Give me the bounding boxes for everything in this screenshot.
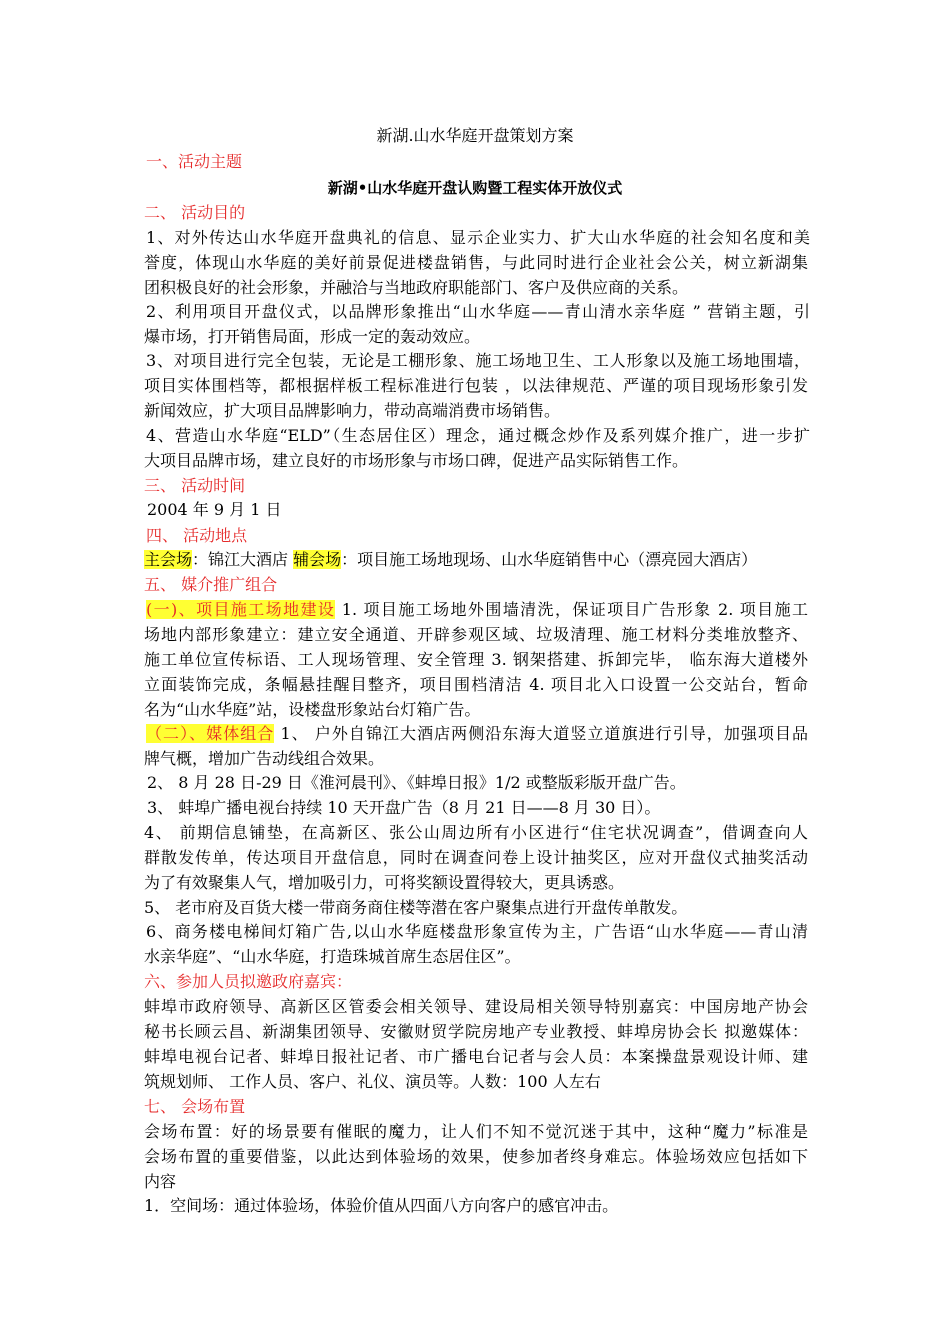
- media-sub1-line: 场地内部形象建立：建立安全通道、开辟参观区域、垃圾清理、施工材料分类堆放整齐、: [144, 625, 808, 644]
- document-title: 新湖.山水华庭开盘策划方案: [376, 126, 574, 145]
- media-item-3: 3、 蚌埠广播电视台持续 10 天开盘广告（8 月 21 日——8 月 30 日）。: [147, 798, 661, 817]
- media-item-5: 5、 老市府及百货大楼一带商务商住楼等潜在客户聚集点进行开盘传单散发。: [144, 898, 688, 917]
- guests-line: 秘书长顾云昌、新湖集团领导、安徽财贸学院房地产专业教授、蚌埠房协会长 拟邀媒体：: [144, 1022, 808, 1041]
- media-sub2-first-line: [146, 724, 808, 744]
- guests-line: 筑规划师、 工作人员、客户、礼仪、演员等。人数：100 人左右: [144, 1072, 601, 1091]
- section-2-heading: 二、 活动目的: [144, 203, 246, 222]
- media-sub2-line: 牌气概，增加广告动线组合效果。: [144, 749, 385, 768]
- event-theme: 新湖•山水华庭开盘认购暨工程实体开放仪式: [327, 179, 623, 197]
- purpose-3-line: 3、对项目进行完全包装，无论是工棚形象、施工场地卫生、工人形象以及施工场地围墙，: [146, 351, 810, 370]
- purpose-1-line: 誉度，体现山水华庭的美好前景促进楼盘销售，与此同时进行企业社会公关，树立新湖集: [144, 253, 808, 272]
- purpose-1-line: 团积极良好的社会形象，并融洽与当地政府职能部门、客户及供应商的关系。: [144, 278, 689, 297]
- media-sub2-label: （二）、媒体组合: [146, 724, 275, 743]
- layout-text-line: 会场布置：好的场景要有催眠的魔力，让人们不知不觉沉迷于其中，这种“魔力”标准是: [144, 1122, 808, 1141]
- section-7-heading: 七、 会场布置: [144, 1097, 246, 1116]
- section-6-heading: 六、参加人员拟邀政府嘉宾：: [144, 972, 353, 991]
- media-sub2-text: 1、 户外自锦江大酒店两侧沿东海大道竖立道旗进行引导，加强项目品: [274, 724, 808, 743]
- media-item-4-line: 群散发传单，传达项目开盘信息，同时在调查问卷上设计抽奖区，应对开盘仪式抽奖活动: [144, 848, 808, 867]
- venue-main-label: 主会场: [144, 550, 193, 569]
- section-3-heading: 三、 活动时间: [144, 476, 246, 495]
- media-sub1-line: 名为“山水华庭”站，设楼盘形象站台灯箱广告。: [144, 700, 481, 719]
- purpose-2-line: 爆市场，打开销售局面，形成一定的轰动效应。: [144, 327, 481, 346]
- purpose-3-line: 项目实体围档等，都根据样板工程标准进行包装 ，以法律规范、严谨的项目现场形象引发: [144, 376, 808, 395]
- purpose-4-line: 4、营造山水华庭“ELD”（生态居住区）理念，通过概念炒作及系列媒介推广，进一步扩: [146, 426, 810, 445]
- venue-sub-text: ：项目施工场地现场、山水华庭销售中心（漂亮园大酒店）: [341, 550, 758, 569]
- purpose-3-line: 新闻效应，扩大项目品牌影响力，带动高端消费市场销售。: [144, 401, 561, 420]
- media-sub1-first-line: [146, 600, 808, 620]
- guests-line: 蚌埠电视台记者、蚌埠日报社记者、市广播电台记者与会人员：本案操盘景观设计师、建: [144, 1047, 808, 1066]
- media-sub1-line: 立面装饰完成，条幅悬挂醒目整齐，项目围档清洁 4. 项目北入口设置一公交站台，暂命: [144, 675, 808, 694]
- media-item-4-line: 4、 前期信息铺垫，在高新区、张公山周边所有小区进行“住宅状况调查”，借调查向人: [144, 823, 808, 842]
- media-sub1-text: 1. 项目施工场地外围墙清洗，保证项目广告形象 2. 项目施工: [335, 600, 808, 619]
- media-item-6-line: 6、商务楼电梯间灯箱广告,以山水华庭楼盘形象宣传为主，广告语“山水华庭——青山清: [146, 922, 808, 941]
- layout-item-1: 1．空间场：通过体验场，体验价值从四面八方向客户的感官冲击。: [144, 1196, 619, 1215]
- section-5-heading: 五、 媒介推广组合: [144, 575, 278, 594]
- guests-line: 蚌埠市政府领导、高新区区管委会相关领导、建设局相关领导特别嘉宾：中国房地产协会: [144, 997, 808, 1016]
- media-item-2: 2、 8 月 28 日-29 日《淮河晨刊》、《蚌埠日报》1/2 或整版彩版开盘广告。: [147, 773, 686, 792]
- purpose-4-line: 大项目品牌市场，建立良好的市场形象与市场口碑，促进产品实际销售工作。: [144, 451, 689, 470]
- event-date: 2004 年 9 月 1 日: [147, 500, 282, 519]
- media-sub1-label: (一)、项目施工场地建设: [146, 600, 336, 619]
- purpose-2-line: 2、利用项目开盘仪式，以品牌形象推出“山水华庭——青山清水亲华庭 ” 营销主题，引: [146, 302, 810, 321]
- media-item-4-line: 为了有效聚集人气，增加吸引力，可将奖额设置得较大，更具诱惑。: [144, 873, 625, 892]
- layout-text-line: 会场布置的重要借鉴，以此达到体验场的效果，使参加者终身难忘。体验场效应包括如下: [144, 1147, 808, 1166]
- purpose-1-line: 1、对外传达山水华庭开盘典礼的信息、显示企业实力、扩大山水华庭的社会知名度和美: [146, 228, 810, 247]
- venue-line: [144, 550, 757, 570]
- venue-sub-label: 辅会场: [293, 550, 342, 569]
- media-item-6-line: 水亲华庭”、“山水华庭，打造珠城首席生态居住区”。: [144, 947, 521, 966]
- section-1-heading: 一、活动主题: [146, 152, 243, 171]
- media-sub1-line: 施工单位宣传标语、工人现场管理、安全管理 3. 钢架搭建、拆卸完毕， 临东海大道楼外: [144, 650, 808, 669]
- layout-text-line: 内容: [144, 1172, 177, 1191]
- venue-main-text: ：锦江大酒店: [192, 550, 294, 569]
- section-4-heading: 四、 活动地点: [146, 526, 248, 545]
